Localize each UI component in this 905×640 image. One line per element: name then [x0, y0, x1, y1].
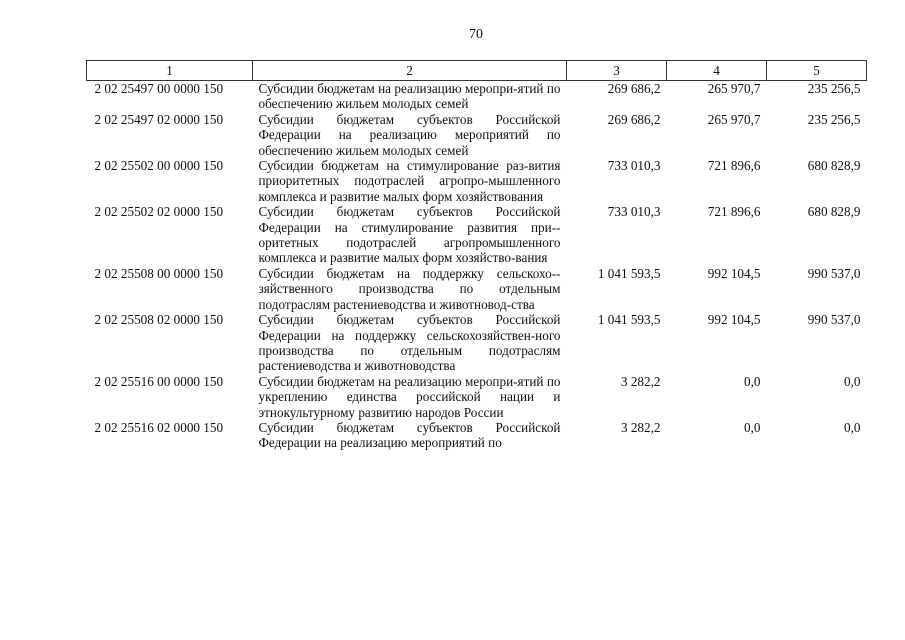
page-number: 70 — [469, 27, 483, 42]
row-value-4: 265 970,7 — [707, 111, 761, 127]
header-col-4: 4 — [667, 61, 767, 81]
row-name: Субсидии бюджетам субъектов Российской Федерации на реализацию мероприятий по обеспечению жильем молодых семей — [258, 111, 561, 158]
row-value-4: 992 104,5 — [707, 265, 761, 281]
header-col-2: 2 — [253, 61, 567, 81]
row-code: 2 02 25508 00 0000 150 — [94, 265, 224, 281]
budget-table — [86, 60, 867, 451]
table-row — [87, 266, 867, 312]
row-name: Субсидии бюджетам на реализацию меропри-ятий по обеспечению жильем молодых семей — [258, 81, 561, 112]
row-value-3: 733 010,3 — [607, 158, 661, 174]
row-value-3: 1 041 593,5 — [597, 265, 661, 281]
row-value-5: 235 256,5 — [807, 111, 861, 127]
row-code: 2 02 25516 02 0000 150 — [94, 419, 224, 435]
row-code: 2 02 25502 02 0000 150 — [94, 204, 224, 220]
row-value-3: 1 041 593,5 — [597, 312, 661, 328]
row-value-5: 990 537,0 — [807, 312, 861, 328]
row-code: 2 02 25502 00 0000 150 — [94, 158, 224, 174]
row-value-3: 733 010,3 — [607, 204, 661, 220]
row-value-4: 721 896,6 — [707, 204, 761, 220]
row-value-5: 990 537,0 — [807, 265, 861, 281]
row-code: 2 02 25508 02 0000 150 — [94, 312, 224, 328]
row-value-4: 0,0 — [744, 419, 761, 435]
row-value-5: 680 828,9 — [807, 204, 861, 220]
row-name: Субсидии бюджетам субъектов Российской Федерации на реализацию мероприятий по — [258, 419, 561, 451]
row-value-4: 0,0 — [744, 373, 761, 389]
row-code: 2 02 25497 02 0000 150 — [94, 111, 224, 127]
row-name: Субсидии бюджетам субъектов Российской Федерации на поддержку сельскохозяйствен-ного производства по отдельным подотраслям растениеводства и животноводства — [258, 312, 561, 374]
row-value-5: 0,0 — [844, 419, 861, 435]
row-value-3: 269 686,2 — [607, 81, 661, 96]
table-row — [87, 112, 867, 158]
row-value-5: 680 828,9 — [807, 158, 861, 174]
row-value-5: 235 256,5 — [807, 81, 861, 96]
table-row — [87, 204, 867, 266]
row-code: 2 02 25497 00 0000 150 — [94, 81, 224, 96]
table-row — [87, 420, 867, 451]
row-code: 2 02 25516 00 0000 150 — [94, 373, 224, 389]
table-row — [87, 312, 867, 374]
row-name: Субсидии бюджетам на стимулирование раз-вития приоритетных подотраслей агропро-мышленного комплекса и развитие малых форм хозяйствования — [258, 158, 561, 204]
table-header-row — [87, 61, 867, 81]
row-name: Субсидии бюджетам на реализацию меропри-ятий по укреплению единства российской нации и этнокультурному развитию народов России — [258, 373, 561, 420]
row-value-3: 3 282,2 — [620, 419, 661, 435]
header-col-1: 1 — [87, 61, 253, 81]
row-value-4: 992 104,5 — [707, 312, 761, 328]
row-value-3: 269 686,2 — [607, 111, 661, 127]
row-value-3: 3 282,2 — [620, 373, 661, 389]
table-row — [87, 158, 867, 204]
row-name: Субсидии бюджетам на поддержку сельскохо-зяйственного производства по отдельным подотраслям растениеводства и животновод-ства — [258, 265, 561, 312]
row-name: Субсидии бюджетам субъектов Российской Федерации на стимулирование развития при-оритетных подотраслей агропромышленного комплекса и развитие малых форм хозяйство-вания — [258, 204, 561, 266]
row-value-4: 265 970,7 — [707, 81, 761, 96]
table-row — [87, 374, 867, 420]
table-row — [87, 81, 867, 112]
header-col-3: 3 — [567, 61, 667, 81]
row-value-5: 0,0 — [844, 373, 861, 389]
row-value-4: 721 896,6 — [707, 158, 761, 174]
header-col-5: 5 — [767, 61, 867, 81]
